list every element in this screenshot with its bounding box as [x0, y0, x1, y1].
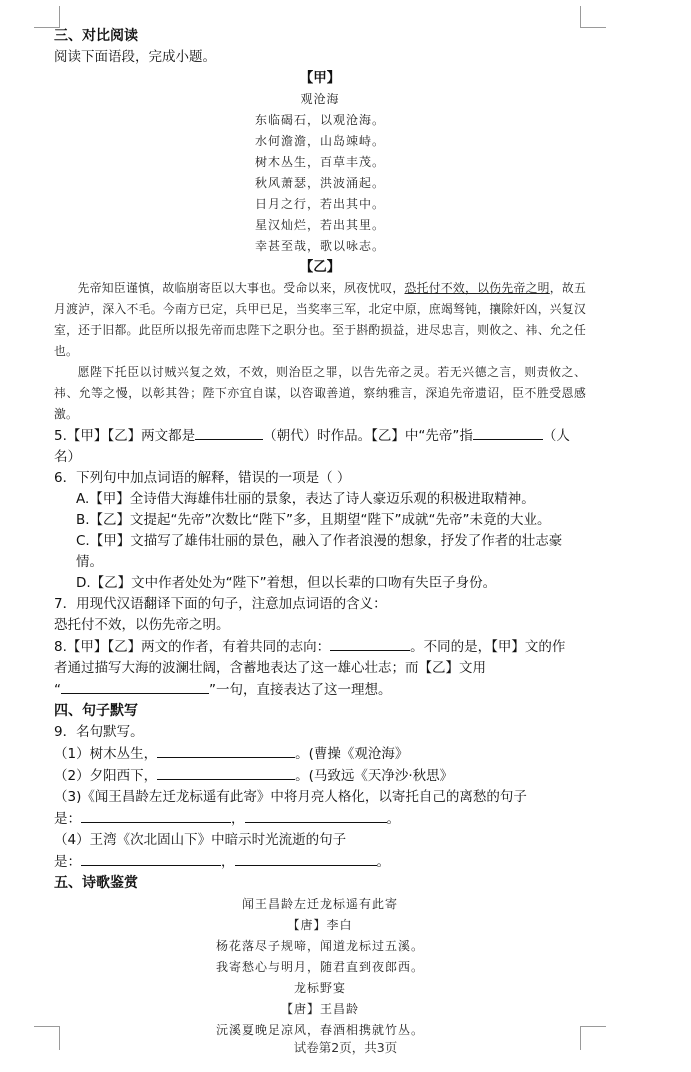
- poem2-author: 【唐】王昌龄: [280, 1002, 359, 1016]
- q9-text: 是：: [54, 854, 81, 870]
- q6-option-c-cont: 情。: [76, 554, 103, 570]
- q6-option-d[interactable]: D.【乙】文中作者处处为“陛下”着想，但以长辈的口吻有失臣子身份。: [76, 575, 497, 591]
- q6-option-b[interactable]: B.【乙】文提起“先帝”次数比“陛下”多，且期望“陛下”成就“先帝”未竟的大业。: [76, 512, 551, 528]
- prose-paragraph-1: [54, 278, 586, 362]
- poem1-line: 我寄愁心与明月，随君直到夜郎西。: [215, 960, 424, 974]
- q9-item-1: [54, 743, 586, 765]
- question-5: [54, 425, 586, 447]
- q9-text: 。(曹操《观沧海》: [295, 746, 409, 762]
- prose-paragraph-2: 愿陛下托臣以讨贼兴复之效，不效，则治臣之罪，以告先帝之灵。若无兴德之言，则责攸之、祎、允等之慢，以彰其咎；陛下亦宜自谋，以咨诹善道，察纳雅言，深追先帝遗诏，臣不胜受恩感激。: [54, 365, 586, 421]
- q9-text: （2）夕阳西下，: [54, 768, 158, 784]
- poem1-author: 【唐】李白: [287, 918, 353, 932]
- poem2-line: 沅溪夏晚足凉风，春酒相携就竹丛。: [215, 1023, 424, 1037]
- poem-line: 星汉灿烂，若出其里。: [254, 218, 385, 232]
- yi-tag: 【乙】: [299, 259, 341, 275]
- poem-line: 树木丛生，百草丰茂。: [254, 155, 385, 169]
- question-8-cont2: [54, 679, 586, 701]
- question-8-cont: 者通过描写大海的波澜壮阔，含蓄地表达了这一雄心壮志；而【乙】文用: [54, 660, 486, 676]
- q9-3-blank-b[interactable]: [245, 808, 387, 823]
- q9-text: 是：: [54, 811, 81, 827]
- poem-line: 日月之行，若出其中。: [254, 197, 385, 211]
- prose-text: ，故五月渡泸，深入不毛。今南方已定，兵甲已足，当奖率三军，北定中原，庶竭驽钝，攘除奸凶，兴复汉室，还于旧都。此臣所以报先帝而忠陛下之职分也。至于斟酌损益，进尽忠言，则攸之、祎、允之任也。: [54, 281, 587, 358]
- q9-item-4-answer: [54, 851, 586, 873]
- poem-line: 秋风萧瑟，洪波涌起。: [254, 176, 385, 190]
- q8-sentence-blank[interactable]: [61, 679, 209, 694]
- crop-mark-top-right: [580, 6, 606, 28]
- question-8: [54, 636, 586, 658]
- poem-line: 幸甚至哉，歌以咏志。: [254, 239, 385, 253]
- question-5-cont: 名）: [54, 449, 81, 465]
- poem1-title: 闻王昌龄左迁龙标遥有此寄: [241, 897, 398, 911]
- crop-mark-top-left: [34, 6, 60, 28]
- question-7: 7．用现代汉语翻译下面的句子，注意加点词语的含义：: [54, 596, 387, 612]
- poem-title: 观沧海: [300, 92, 340, 106]
- q9-item-3: （3)《闻王昌龄左迁龙标遥有此寄》中将月亮人格化，以寄托自己的离愁的句子: [54, 789, 527, 805]
- q5-person-blank[interactable]: [473, 425, 543, 440]
- poem-line: 东临碣石，以观沧海。: [254, 113, 385, 127]
- poem2-title: 龙标野宴: [293, 981, 346, 995]
- q9-item-3-answer: [54, 808, 586, 830]
- poem-guan-cang-hai: [54, 110, 586, 257]
- q9-text: 。(马致远《天净沙·秋思》: [295, 768, 454, 784]
- q9-item-2: [54, 765, 586, 787]
- q9-text: 。: [386, 811, 400, 827]
- section4-heading: 四、句子默写: [54, 703, 138, 719]
- q9-2-blank[interactable]: [157, 765, 295, 780]
- q9-4-blank-b[interactable]: [235, 851, 377, 866]
- q5-text: （朝代）时作品。【乙】中“先帝”指: [263, 428, 473, 444]
- q9-3-blank-a[interactable]: [81, 808, 231, 823]
- q9-text: （1）树木丛生，: [54, 746, 158, 762]
- q5-text: （人: [542, 428, 570, 444]
- underlined-sentence: 恐托付不效，以伤先帝之明: [404, 281, 550, 295]
- q8-text: 8.【甲】【乙】两文的作者，有着共同的志向：: [54, 639, 331, 655]
- section3-heading: 三、对比阅读: [54, 28, 138, 44]
- q9-1-blank[interactable]: [157, 743, 295, 758]
- q9-item-4: （4）王湾《次北固山下》中暗示时光流逝的句子: [54, 832, 347, 848]
- jia-tag: 【甲】: [299, 70, 341, 86]
- q9-text: 。: [376, 854, 390, 870]
- poem1-line: 杨花落尽子规啼，闻道龙标过五溪。: [215, 939, 424, 953]
- q5-text: 5.【甲】【乙】两文都是: [54, 428, 196, 444]
- section3-instruction: 阅读下面语段，完成小题。: [54, 49, 216, 65]
- q8-aspiration-blank[interactable]: [330, 636, 410, 651]
- q9-text: ，: [231, 811, 245, 827]
- q6-option-a[interactable]: A.【甲】全诗借大海雄伟壮丽的景象，表达了诗人豪迈乐观的积极进取精神。: [76, 491, 535, 507]
- question-6: 6．下列句中加点词语的解释，错误的一项是（ ）: [54, 470, 351, 486]
- q7-sentence: 恐托付不效，以伤先帝之明。: [54, 617, 230, 633]
- poem-line: 水何澹澹，山岛竦峙。: [254, 134, 385, 148]
- q8-text: ”一句，直接表达了这一理想。: [209, 682, 392, 698]
- q5-dynasty-blank[interactable]: [195, 425, 263, 440]
- prose-text: 先帝知臣谨慎，故临崩寄臣以大事也。受命以来，夙夜忧叹，: [77, 281, 405, 295]
- exam-page-content: [54, 26, 586, 1041]
- q9-text: ，: [221, 854, 235, 870]
- question-9: 9．名句默写。: [54, 724, 144, 740]
- section5-heading: 五、诗歌鉴赏: [54, 875, 138, 891]
- q8-text: 。不同的是，【甲】文的作: [410, 639, 566, 655]
- q6-option-c[interactable]: C.【甲】文描写了雄伟壮丽的景色，融入了作者浪漫的想象，抒发了作者的壮志豪: [76, 533, 563, 549]
- page-footer: 试卷第2页，共3页: [293, 1040, 398, 1055]
- q9-4-blank-a[interactable]: [81, 851, 221, 866]
- q8-text: “: [54, 682, 61, 698]
